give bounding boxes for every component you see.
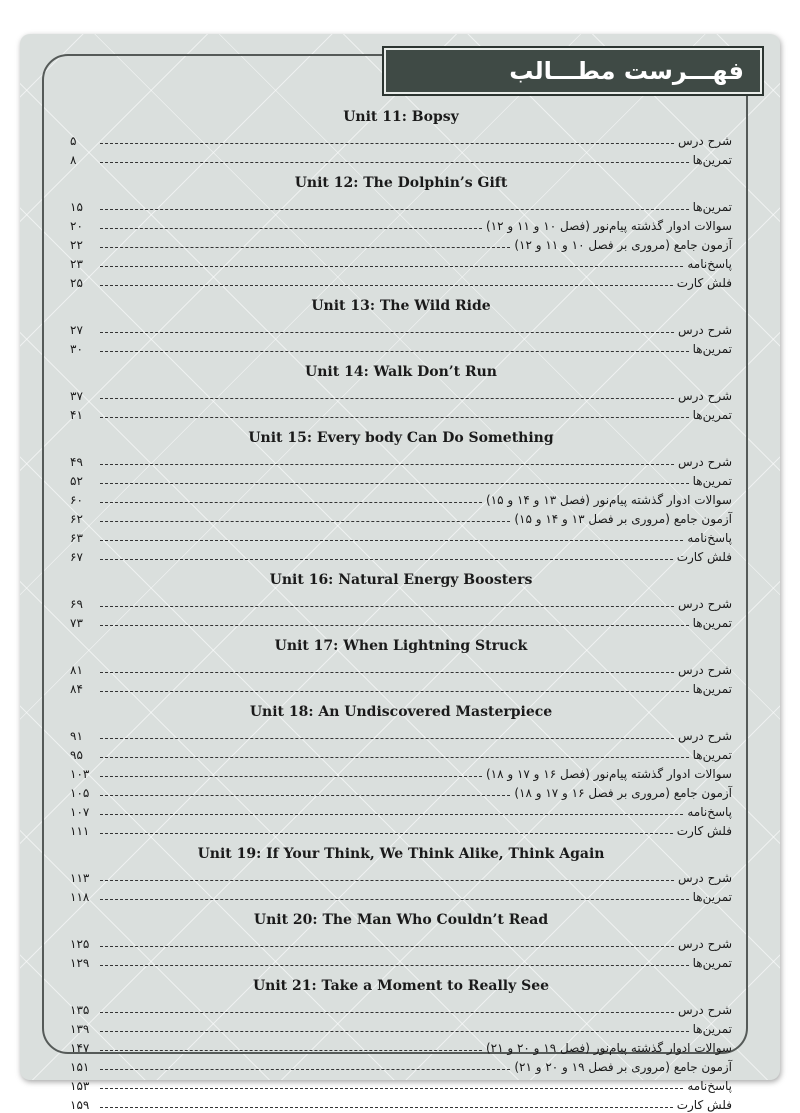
page-number: ۹۱ <box>70 729 83 743</box>
toc-entry[interactable] <box>70 725 732 744</box>
dotted-leader <box>100 502 482 503</box>
dotted-leader <box>100 559 673 560</box>
page-number: ۸۱ <box>70 663 83 677</box>
page-number: ۱۵ <box>70 200 83 214</box>
toc-entry[interactable] <box>70 470 732 489</box>
dotted-leader <box>100 795 510 796</box>
dotted-leader <box>100 1012 674 1013</box>
page-number: ۱۰۷ <box>70 805 90 819</box>
toc-entry[interactable] <box>70 886 732 905</box>
entry-label: پاسخ‌نامه <box>687 257 732 271</box>
entry-label: فلش کارت <box>676 550 732 564</box>
unit-title[interactable]: Unit 16: Natural Energy Boosters <box>269 572 533 588</box>
entry-label: تمرین‌ها <box>692 474 732 488</box>
page-number: ۸ <box>70 153 77 167</box>
toc-entry[interactable] <box>70 612 732 631</box>
entry-label: شرح درس <box>677 323 732 337</box>
toc-unit <box>70 427 732 565</box>
dotted-leader <box>100 625 689 626</box>
page-number: ۱۴۷ <box>70 1041 90 1055</box>
toc-entry[interactable] <box>70 593 732 612</box>
entry-label: شرح درس <box>677 663 732 677</box>
toc-entry[interactable] <box>70 451 732 470</box>
toc-unit <box>70 295 732 357</box>
toc-title-text: فهـــرست مطـــالب <box>509 57 744 85</box>
entry-label: سوالات ادوار گذشته پیام‌نور (فصل ۱۳ و ۱۴ و ۱۵) <box>485 493 732 507</box>
toc-unit <box>70 701 732 839</box>
toc-entry[interactable] <box>70 196 732 215</box>
entry-label: تمرین‌ها <box>692 200 732 214</box>
unit-title[interactable]: Unit 11: Bopsy <box>343 109 459 125</box>
toc-entry[interactable] <box>70 1075 732 1094</box>
toc-entry[interactable] <box>70 234 732 253</box>
page-number: ۱۰۳ <box>70 767 90 781</box>
entry-label: تمرین‌ها <box>692 616 732 630</box>
dotted-leader <box>100 814 683 815</box>
entry-label: تمرین‌ها <box>692 682 732 696</box>
dotted-leader <box>100 1031 689 1032</box>
dotted-leader <box>100 946 674 947</box>
toc-entry[interactable] <box>70 952 732 971</box>
page-number: ۵ <box>70 134 77 148</box>
page-number: ۹۵ <box>70 748 83 762</box>
page-number: ۱۱۱ <box>70 824 90 838</box>
page-number: ۲۲ <box>70 238 83 252</box>
entry-label: سوالات ادوار گذشته پیام‌نور (فصل ۱۶ و ۱۷ و ۱۸) <box>485 767 732 781</box>
dotted-leader <box>100 266 683 267</box>
page-number: ۲۳ <box>70 257 83 271</box>
toc-entry[interactable] <box>70 659 732 678</box>
entry-label: شرح درس <box>677 455 732 469</box>
toc-entry[interactable] <box>70 933 732 952</box>
toc-entry[interactable] <box>70 319 732 338</box>
entry-label: تمرین‌ها <box>692 408 732 422</box>
entry-label: پاسخ‌نامه <box>687 1079 732 1093</box>
dotted-leader <box>100 880 674 881</box>
entry-label: پاسخ‌نامه <box>687 531 732 545</box>
toc-entry[interactable] <box>70 272 732 291</box>
toc-title <box>384 48 762 94</box>
dotted-leader <box>100 209 689 210</box>
unit-title[interactable]: Unit 14: Walk Don’t Run <box>305 364 497 380</box>
toc-unit <box>70 569 732 631</box>
dotted-leader <box>100 247 510 248</box>
toc-unit <box>70 975 732 1113</box>
entry-label: تمرین‌ها <box>692 748 732 762</box>
dotted-leader <box>100 776 482 777</box>
toc-unit <box>70 361 732 423</box>
entry-label: شرح درس <box>677 729 732 743</box>
page-number: ۱۵۹ <box>70 1098 90 1112</box>
dotted-leader <box>100 540 683 541</box>
dotted-leader <box>100 672 674 673</box>
entry-label: تمرین‌ها <box>692 890 732 904</box>
dotted-leader <box>100 1069 510 1070</box>
page-number: ۶۹ <box>70 597 83 611</box>
dotted-leader <box>100 464 674 465</box>
toc-entry[interactable] <box>70 338 732 357</box>
unit-title[interactable]: Unit 13: The Wild Ride <box>311 298 491 314</box>
dotted-leader <box>100 1107 673 1108</box>
entry-label: آزمون جامع (مروری بر فصل ۱۶ و ۱۷ و ۱۸) <box>514 786 732 800</box>
entry-label: تمرین‌ها <box>692 153 732 167</box>
page-number: ۲۷ <box>70 323 83 337</box>
dotted-leader <box>100 757 689 758</box>
dotted-leader <box>100 521 510 522</box>
entry-label: سوالات ادوار گذشته پیام‌نور (فصل ۱۹ و ۲۰ و ۲۱) <box>485 1041 732 1055</box>
dotted-leader <box>100 1088 683 1089</box>
page-number: ۱۱۸ <box>70 890 90 904</box>
entry-label: آزمون جامع (مروری بر فصل ۱۳ و ۱۴ و ۱۵) <box>514 512 732 526</box>
entry-label: شرح درس <box>677 134 732 148</box>
entry-label: پاسخ‌نامه <box>687 805 732 819</box>
page-number: ۱۳۵ <box>70 1003 90 1017</box>
entry-label: شرح درس <box>677 937 732 951</box>
toc-entry[interactable] <box>70 763 732 782</box>
toc-unit <box>70 635 732 697</box>
unit-title[interactable]: Unit 19: If Your Think, We Think Alike, Think Again <box>197 846 605 862</box>
dotted-leader <box>100 285 673 286</box>
page-number: ۴۹ <box>70 455 83 469</box>
toc-unit <box>70 106 732 168</box>
toc-entry[interactable] <box>70 744 732 763</box>
unit-title[interactable]: Unit 12: The Dolphin’s Gift <box>294 175 508 191</box>
entry-label: آزمون جامع (مروری بر فصل ۱۹ و ۲۰ و ۲۱) <box>514 1060 732 1074</box>
toc-unit <box>70 843 732 905</box>
entry-label: شرح درس <box>677 597 732 611</box>
toc-entry[interactable] <box>70 130 732 149</box>
toc-entry[interactable] <box>70 404 732 423</box>
dotted-leader <box>100 965 689 966</box>
toc-entry[interactable] <box>70 820 732 839</box>
dotted-leader <box>100 351 689 352</box>
dotted-leader <box>100 833 673 834</box>
toc-entry[interactable] <box>70 385 732 404</box>
toc-entry[interactable] <box>70 1018 732 1037</box>
toc-entry[interactable] <box>70 867 732 886</box>
toc-list <box>70 102 732 1113</box>
toc-page <box>20 34 780 1112</box>
toc-entry[interactable] <box>70 149 732 168</box>
page-number: ۸۴ <box>70 682 83 696</box>
page-number: ۱۲۵ <box>70 937 90 951</box>
page-number: ۱۰۵ <box>70 786 90 800</box>
page-number: ۱۲۹ <box>70 956 90 970</box>
dotted-leader <box>100 606 674 607</box>
entry-label: تمرین‌ها <box>692 342 732 356</box>
unit-title[interactable]: Unit 15: Every body Can Do Something <box>248 430 554 446</box>
toc-entry[interactable] <box>70 546 732 565</box>
toc-entry[interactable] <box>70 1094 732 1113</box>
page-number: ۱۱۳ <box>70 871 90 885</box>
entry-label: فلش کارت <box>676 276 732 290</box>
entry-label: فلش کارت <box>676 824 732 838</box>
entry-label: فلش کارت <box>676 1098 732 1112</box>
toc-entry[interactable] <box>70 678 732 697</box>
page-number: ۶۳ <box>70 531 83 545</box>
page-number: ۴۱ <box>70 408 83 422</box>
dotted-leader <box>100 398 674 399</box>
dotted-leader <box>100 417 689 418</box>
toc-unit <box>70 909 732 971</box>
unit-title[interactable]: Unit 20: The Man Who Couldn’t Read <box>253 912 549 928</box>
toc-entry[interactable] <box>70 801 732 820</box>
dotted-leader <box>100 483 689 484</box>
toc-entry[interactable] <box>70 527 732 546</box>
page-number: ۶۲ <box>70 512 83 526</box>
page-number: ۱۳۹ <box>70 1022 90 1036</box>
dotted-leader <box>100 332 674 333</box>
page-number: ۳۷ <box>70 389 83 403</box>
entry-label: تمرین‌ها <box>692 1022 732 1036</box>
page-number: ۲۵ <box>70 276 83 290</box>
page-number: ۱۵۳ <box>70 1079 90 1093</box>
page-number: ۳۰ <box>70 342 83 356</box>
toc-unit <box>70 172 732 291</box>
page-number: ۶۰ <box>70 493 83 507</box>
toc-entry[interactable] <box>70 508 732 527</box>
unit-title[interactable]: Unit 17: When Lightning Struck <box>274 638 528 654</box>
page-number: ۷۳ <box>70 616 83 630</box>
entry-label: شرح درس <box>677 1003 732 1017</box>
page-number: ۱۵۱ <box>70 1060 90 1074</box>
dotted-leader <box>100 738 674 739</box>
unit-title[interactable]: Unit 18: An Undiscovered Masterpiece <box>249 704 553 720</box>
dotted-leader <box>100 691 689 692</box>
toc-entry[interactable] <box>70 253 732 272</box>
entry-label: آزمون جامع (مروری بر فصل ۱۰ و ۱۱ و ۱۲) <box>514 238 732 252</box>
dotted-leader <box>100 899 689 900</box>
dotted-leader <box>100 162 689 163</box>
entry-label: تمرین‌ها <box>692 956 732 970</box>
entry-label: سوالات ادوار گذشته پیام‌نور (فصل ۱۰ و ۱۱ و ۱۲) <box>485 219 732 233</box>
toc-entry[interactable] <box>70 489 732 508</box>
dotted-leader <box>100 143 674 144</box>
unit-title[interactable]: Unit 21: Take a Moment to Really See <box>252 978 550 994</box>
toc-entry[interactable] <box>70 215 732 234</box>
page-number: ۵۲ <box>70 474 83 488</box>
toc-entry[interactable] <box>70 1056 732 1075</box>
entry-label: شرح درس <box>677 389 732 403</box>
entry-label: شرح درس <box>677 871 732 885</box>
dotted-leader <box>100 228 482 229</box>
toc-entry[interactable] <box>70 1037 732 1056</box>
page-number: ۶۷ <box>70 550 83 564</box>
dotted-leader <box>100 1050 482 1051</box>
toc-entry[interactable] <box>70 999 732 1018</box>
toc-entry[interactable] <box>70 782 732 801</box>
page-number: ۲۰ <box>70 219 83 233</box>
